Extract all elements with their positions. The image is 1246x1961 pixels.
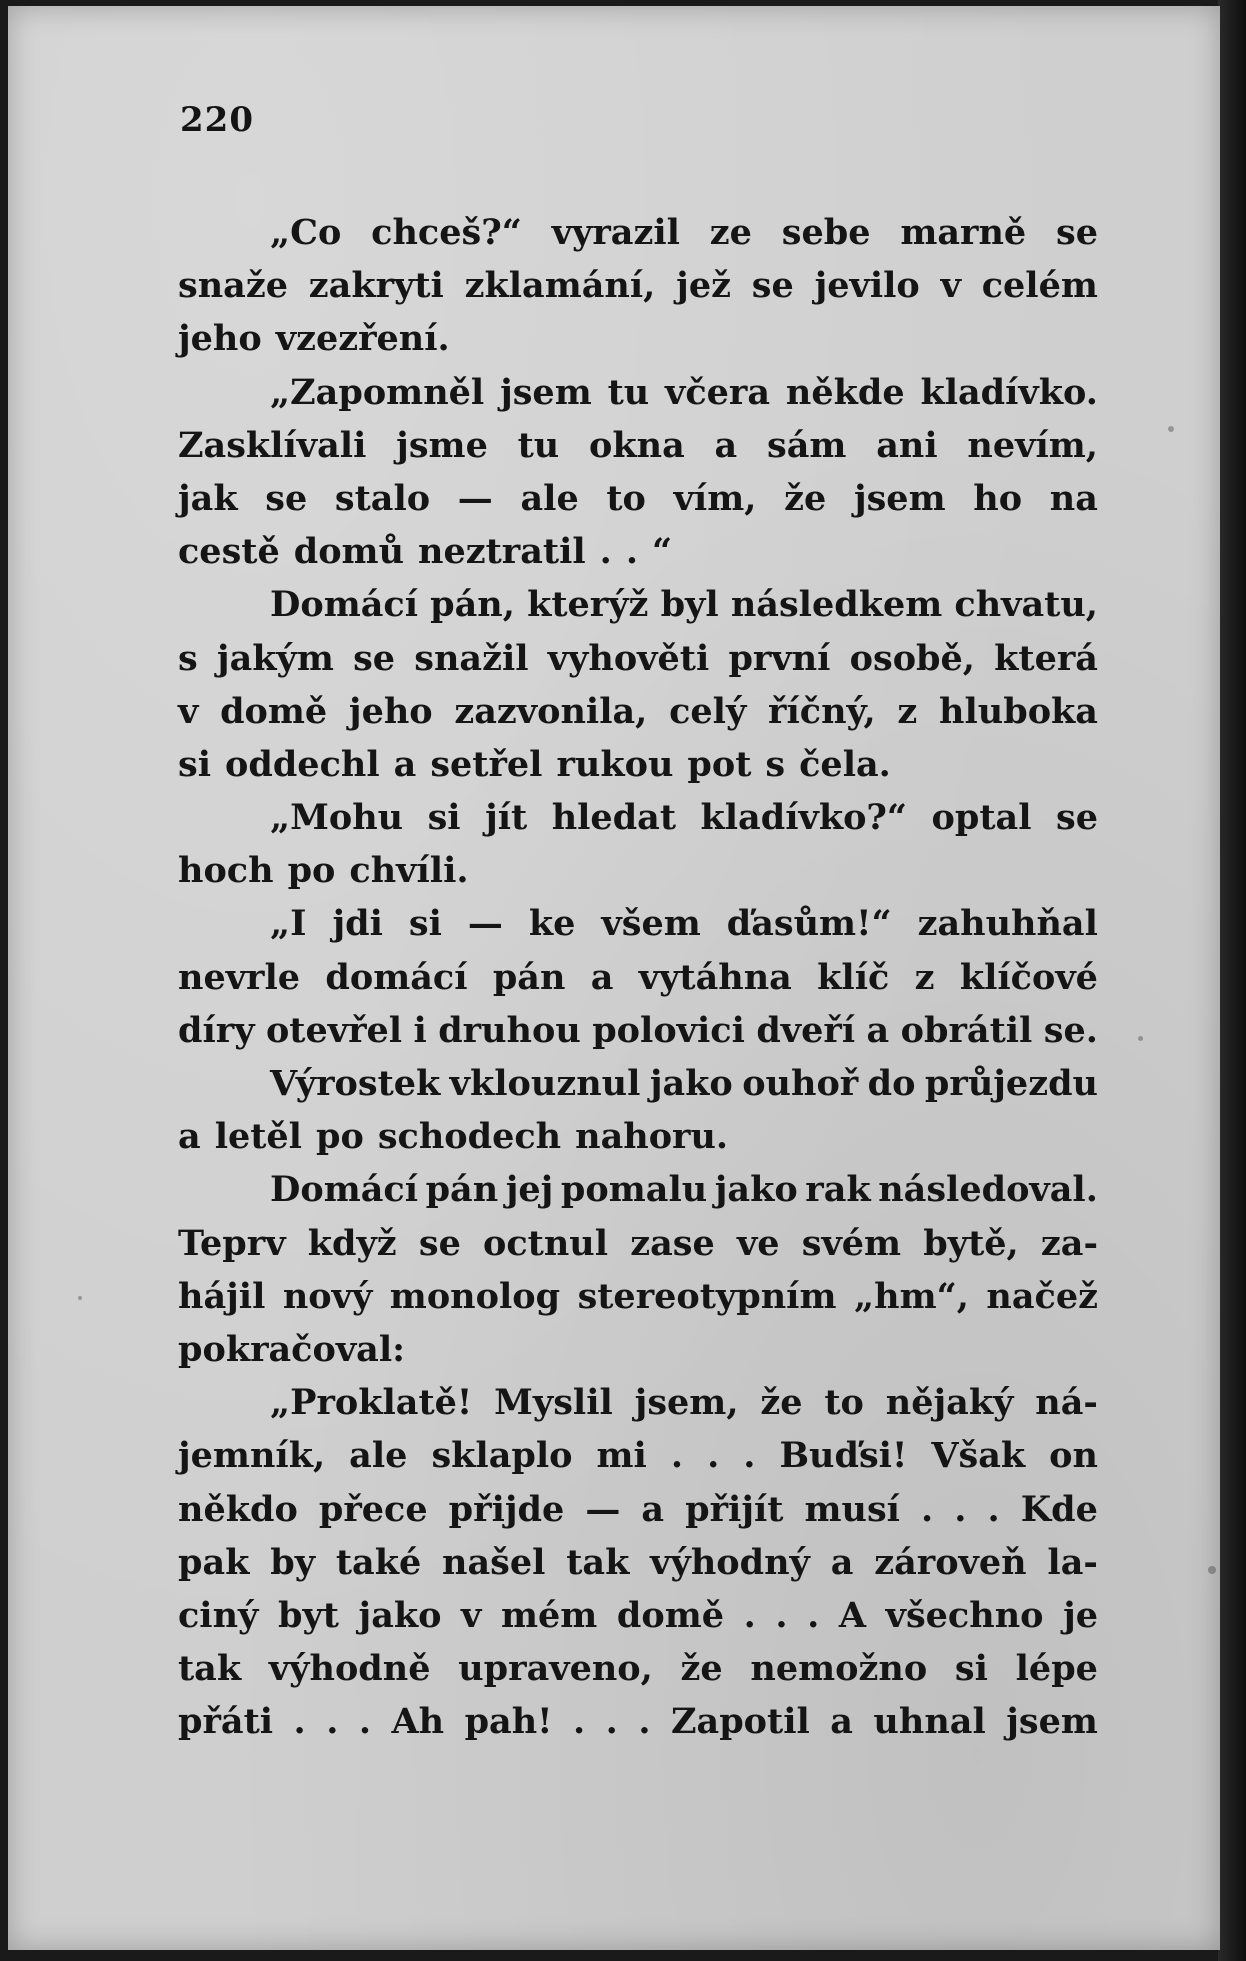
word: na	[1049, 477, 1098, 519]
word: přijde	[448, 1488, 565, 1530]
word: hájil	[178, 1275, 266, 1317]
word: se	[353, 637, 396, 679]
word: .	[358, 1701, 372, 1743]
word: celém	[981, 265, 1098, 307]
word: tak	[178, 1648, 242, 1690]
word: jeho	[178, 318, 262, 360]
word: okna	[589, 424, 685, 466]
word: se	[418, 1222, 461, 1264]
text-line	[178, 1217, 1098, 1270]
word: z	[914, 956, 935, 998]
word: ná-	[1035, 1382, 1098, 1424]
word: polovici	[592, 1009, 745, 1051]
word: a	[178, 1116, 201, 1158]
word: a	[866, 1009, 890, 1051]
word: s	[178, 637, 198, 679]
word: hoch	[178, 850, 274, 892]
word: a	[590, 956, 614, 998]
word: octnul	[483, 1222, 609, 1264]
word: pot	[687, 743, 752, 785]
word: pán,	[430, 584, 515, 626]
word: kladívko?“	[700, 797, 908, 839]
word: všem	[601, 903, 701, 945]
word: v	[940, 265, 961, 307]
word: a	[393, 743, 417, 785]
word: první	[728, 637, 831, 679]
word: Myslil	[494, 1382, 613, 1424]
word: zase	[630, 1222, 715, 1264]
word: Kde	[1020, 1488, 1098, 1530]
word: jdi	[332, 903, 383, 945]
text-line	[178, 1110, 1098, 1163]
text-line	[178, 1642, 1098, 1695]
word: se	[1055, 797, 1098, 839]
word: to	[606, 477, 646, 519]
word: jemník,	[178, 1435, 326, 1477]
word: všechno	[885, 1594, 1044, 1636]
word: to	[824, 1382, 864, 1424]
page-number: 220	[180, 100, 254, 140]
page-text	[178, 206, 1098, 1748]
word: nevrle	[178, 956, 301, 998]
word: .	[743, 1594, 756, 1636]
word: „Co	[270, 212, 342, 253]
word: že	[784, 477, 827, 519]
word: druhou	[438, 1009, 581, 1051]
text-line	[178, 1589, 1098, 1642]
word: pán	[425, 1169, 499, 1211]
word: zahuhňal	[917, 903, 1098, 945]
word: byt	[277, 1594, 339, 1636]
word: se.	[1043, 1009, 1098, 1051]
word: kterýž	[527, 584, 649, 626]
word: snažil	[414, 637, 529, 679]
word: za-	[1040, 1222, 1098, 1264]
text-line	[178, 525, 1098, 578]
text-line	[178, 1376, 1098, 1429]
word: pán	[492, 956, 566, 998]
word: otevřel	[265, 1009, 403, 1051]
text-line	[178, 844, 1098, 897]
word: rukou	[556, 743, 674, 785]
word: se	[1056, 212, 1098, 253]
word: .	[573, 1701, 586, 1743]
word: někde	[785, 371, 905, 413]
word: někdo	[178, 1488, 298, 1530]
word: také	[335, 1541, 422, 1583]
text-line	[178, 897, 1098, 950]
text-line	[178, 366, 1098, 419]
word: si	[954, 1648, 988, 1690]
word: .	[326, 1701, 339, 1743]
word: klíčové	[959, 956, 1098, 998]
word: .	[670, 1435, 684, 1477]
ink-spot	[1168, 426, 1174, 432]
word: nový	[282, 1275, 373, 1317]
word: Však	[931, 1435, 1026, 1477]
word: by	[270, 1541, 316, 1583]
word: „Mohu	[270, 797, 404, 839]
word: průjezdu	[924, 1063, 1098, 1104]
text-line	[178, 1270, 1098, 1323]
word: zklamání,	[464, 265, 656, 307]
word: la-	[1047, 1541, 1098, 1583]
word: se	[751, 265, 794, 307]
word: ciný	[178, 1594, 259, 1636]
word: nahoru.	[575, 1116, 729, 1158]
word: v	[461, 1594, 482, 1636]
word: čela.	[799, 743, 891, 785]
word: hledat	[551, 797, 677, 839]
word: si	[178, 743, 212, 785]
text-line	[178, 738, 1098, 791]
word: říčný,	[768, 690, 876, 732]
word: pak	[178, 1541, 250, 1583]
word: .	[605, 1701, 618, 1743]
word: tak	[566, 1541, 630, 1583]
word: našel	[442, 1541, 546, 1583]
word: jsem,	[634, 1382, 739, 1424]
word: vím,	[673, 477, 757, 519]
word: .	[807, 1594, 820, 1636]
text-line	[178, 1323, 1098, 1376]
word: .	[775, 1594, 788, 1636]
word: načež	[986, 1275, 1098, 1317]
word: je	[1063, 1594, 1098, 1636]
text-line	[178, 632, 1098, 685]
word: hluboka	[939, 690, 1098, 732]
word: —	[585, 1488, 621, 1530]
word: A	[838, 1594, 867, 1636]
word: sklaplo	[431, 1435, 573, 1477]
word: si	[408, 903, 442, 945]
word: ve	[736, 1222, 780, 1264]
word: zazvonila,	[454, 690, 648, 732]
word: .	[707, 1435, 720, 1477]
word: ďasům!“	[726, 903, 892, 945]
word: vzezření.	[275, 318, 450, 360]
word: a	[714, 424, 738, 466]
word: Výrostek	[270, 1063, 441, 1104]
word: neztratil	[418, 531, 586, 573]
book-edge-shadow	[1218, 0, 1246, 1961]
word: .	[625, 531, 639, 573]
word: pokračoval:	[178, 1328, 406, 1370]
word: díry	[178, 1009, 255, 1051]
word: byl	[660, 584, 719, 626]
text-line	[178, 1057, 1098, 1110]
word: ani	[876, 424, 938, 466]
word: .	[743, 1435, 756, 1477]
word: která	[994, 637, 1098, 679]
word: Domácí	[270, 1169, 419, 1211]
word: sám	[767, 424, 847, 466]
word: výhodný	[650, 1541, 810, 1583]
word: on	[1049, 1435, 1098, 1477]
word: musí	[804, 1488, 900, 1530]
text-line	[178, 312, 1098, 365]
word: kladívko.	[920, 371, 1098, 413]
word: zakryti	[308, 265, 444, 307]
word: domácí	[325, 956, 468, 998]
word: jsem	[853, 477, 946, 519]
word: s	[765, 743, 786, 785]
word: jevilo	[814, 265, 920, 307]
word: ze	[709, 212, 752, 253]
word: mém	[500, 1594, 598, 1636]
text-line	[178, 472, 1098, 525]
word: —	[467, 903, 503, 945]
word: Teprv	[178, 1222, 286, 1264]
word: Ah	[391, 1701, 445, 1743]
word: nějaký	[885, 1382, 1014, 1424]
text-line	[178, 1695, 1098, 1748]
word: přece	[318, 1488, 428, 1530]
word: jakým	[216, 637, 334, 679]
text-line	[178, 1429, 1098, 1482]
word: schodech	[377, 1116, 562, 1158]
word: následoval.	[878, 1169, 1098, 1211]
word: a	[830, 1541, 854, 1583]
word: Zasklívali	[178, 424, 367, 466]
text-line	[178, 206, 1098, 259]
word: klíč	[817, 956, 890, 998]
word: vklouznul	[449, 1063, 641, 1104]
word: když	[307, 1222, 397, 1264]
word: se	[265, 477, 308, 519]
word: jeho	[348, 690, 433, 732]
word: nevím,	[967, 424, 1098, 466]
word: vyhověti	[547, 637, 710, 679]
word: do	[867, 1063, 916, 1104]
ink-spot	[1138, 1036, 1143, 1041]
word: .	[987, 1488, 1000, 1530]
word: jako	[714, 1169, 798, 1211]
word: .	[954, 1488, 967, 1530]
ink-spot	[78, 1296, 82, 1300]
word: cestě	[178, 531, 280, 573]
word: “	[652, 531, 673, 573]
text-line	[178, 685, 1098, 738]
word: .	[638, 1701, 651, 1743]
word: vytáhna	[638, 956, 792, 998]
word: snaže	[178, 265, 288, 307]
word: „Zapomněl	[270, 371, 485, 413]
text-line	[178, 1163, 1098, 1216]
word: obrátil	[900, 1009, 1033, 1051]
word: .	[921, 1488, 934, 1530]
word: .	[293, 1701, 306, 1743]
word: celý	[669, 690, 747, 732]
word: sebe	[781, 212, 871, 253]
word: vyrazil	[551, 212, 680, 253]
word: upraveno,	[458, 1648, 653, 1690]
word: „Proklatě!	[270, 1382, 473, 1424]
word: i	[413, 1009, 427, 1051]
word: stereotypním	[577, 1275, 837, 1317]
word: že	[680, 1648, 723, 1690]
word: —	[457, 477, 493, 519]
word: svém	[801, 1222, 902, 1264]
text-line	[178, 951, 1098, 1004]
word: a	[830, 1701, 853, 1743]
word: v	[178, 690, 199, 732]
word: ho	[973, 477, 1023, 519]
word: chceš?“	[371, 212, 522, 253]
word: přáti	[178, 1701, 274, 1743]
word: ouhoř	[742, 1063, 859, 1104]
word: „hm“,	[853, 1275, 969, 1317]
word: z	[897, 690, 918, 732]
word: Buďsi!	[779, 1435, 908, 1477]
word: a	[641, 1488, 665, 1530]
word: jako	[649, 1063, 733, 1104]
word: tu	[607, 371, 650, 413]
word: setřel	[430, 743, 543, 785]
word: že	[760, 1382, 803, 1424]
word: zároveň	[874, 1541, 1027, 1583]
word: osobě,	[849, 637, 975, 679]
text-line	[178, 578, 1098, 631]
word: letěl	[214, 1116, 302, 1158]
ink-spot	[1208, 1566, 1216, 1574]
word: rak	[805, 1169, 871, 1211]
word: domě	[616, 1594, 725, 1636]
word: marně	[900, 212, 1027, 253]
word: včera	[665, 371, 771, 413]
text-line	[178, 791, 1098, 844]
word: optal	[931, 797, 1032, 839]
word: ke	[528, 903, 576, 945]
word: chvatu,	[954, 584, 1098, 626]
word: pah!	[464, 1701, 553, 1743]
word: jako	[358, 1594, 442, 1636]
word: Domácí	[270, 584, 419, 626]
text-line	[178, 1483, 1098, 1536]
word: bytě,	[923, 1222, 1019, 1264]
word: nemožno	[750, 1648, 928, 1690]
word: jsem	[500, 371, 592, 413]
word: mi	[596, 1435, 647, 1477]
word: Zapotil	[670, 1701, 810, 1743]
text-line	[178, 259, 1098, 312]
word: jít	[485, 797, 528, 839]
word: ale	[520, 477, 579, 519]
word: po	[315, 1116, 364, 1158]
word: jež	[676, 265, 731, 307]
word: dveří	[756, 1009, 856, 1051]
word: přijít	[685, 1488, 784, 1530]
word: jsem	[1006, 1701, 1098, 1743]
word: si	[427, 797, 461, 839]
text-line	[178, 1004, 1098, 1057]
word: stalo	[334, 477, 431, 519]
word: jsme	[396, 424, 488, 466]
word: po	[287, 850, 336, 892]
word: výhodně	[268, 1648, 431, 1690]
word: jej	[505, 1169, 554, 1211]
word: chvíli.	[349, 850, 469, 892]
word: ale	[349, 1435, 408, 1477]
text-line	[178, 1536, 1098, 1589]
word: monolog	[389, 1275, 561, 1317]
word: oddechl	[225, 743, 380, 785]
word: domě	[220, 690, 328, 732]
word: pomalu	[560, 1169, 708, 1211]
word: uhnal	[873, 1701, 986, 1743]
word: následkem	[730, 584, 943, 626]
word: tu	[517, 424, 560, 466]
word: lépe	[1015, 1648, 1098, 1690]
word: „I	[270, 903, 307, 945]
word: .	[599, 531, 612, 573]
text-line	[178, 419, 1098, 472]
word: domů	[293, 531, 405, 573]
word: jak	[178, 477, 238, 519]
